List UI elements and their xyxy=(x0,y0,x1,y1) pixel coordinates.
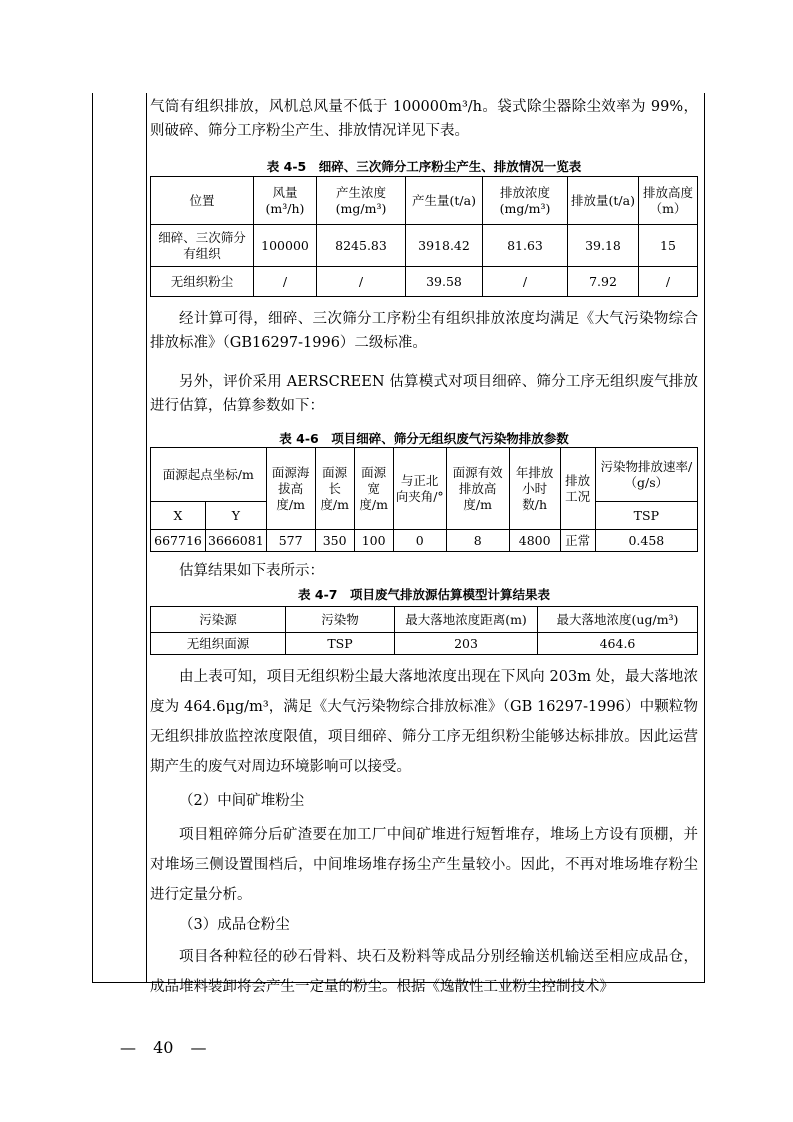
table-4-7 xyxy=(150,606,698,655)
header-cell: 排放浓度(mg/m³) xyxy=(483,177,568,225)
paragraph-7: 项目各种粒径的砂石骨料、块石及粉料等成品分别经输送机输送至相应成品仓，成品堆料装卸将会产生一定量的粉尘。根据《逸散性工业粉尘控制技术》 xyxy=(150,949,698,995)
table-row xyxy=(151,530,698,552)
header-cell: 排放高度（m） xyxy=(639,177,698,225)
table-4-7-caption: 表 4-7 项目废气排放源估算模型计算结果表 xyxy=(298,587,550,602)
table-cell: 0.458 xyxy=(595,530,697,552)
header-cell: 最大落地浓度(ug/m³) xyxy=(538,607,698,633)
table-cell: 464.6 xyxy=(538,633,698,655)
table-header-row xyxy=(151,177,698,225)
table-cell: 667716 xyxy=(151,530,206,552)
paragraph-1: 气筒有组织排放，风机总风量不低于 100000m³/h。袋式除尘器除尘效率为 99%，则破碎、筛分工序粉尘产生、排放情况详见下表。 xyxy=(150,99,698,139)
table-cell: 8245.83 xyxy=(317,225,406,267)
header-cell: 面源起点坐标/m xyxy=(151,448,267,502)
table-cell: 3666081 xyxy=(206,530,267,552)
footer-dash-left: — xyxy=(120,1038,136,1057)
table-cell: 无组织粉尘 xyxy=(151,267,254,297)
table-cell: 8 xyxy=(446,530,509,552)
header-cell: 与正北向夹角/° xyxy=(393,448,446,530)
table-cell: 203 xyxy=(395,633,538,655)
header-cell: 面源长度/m xyxy=(315,448,354,530)
header-cell: 最大落地浓度距离(m) xyxy=(395,607,538,633)
footer-dash-right: — xyxy=(190,1038,207,1057)
paragraph-4: 估算结果如下表所示： xyxy=(179,563,324,579)
table-cell: 39.18 xyxy=(568,225,639,267)
table-row xyxy=(151,633,698,655)
header-cell: 面源有效排放高度/m xyxy=(446,448,509,530)
header-cell: 污染源 xyxy=(151,607,286,633)
header-cell: 位置 xyxy=(151,177,254,225)
table-cell: 15 xyxy=(639,225,698,267)
header-cell: TSP xyxy=(595,502,697,530)
page-footer xyxy=(120,1038,207,1057)
table-cell: / xyxy=(483,267,568,297)
header-cell: 污染物排放速率/（g/s） xyxy=(595,448,697,502)
header-cell: 风量(m³/h) xyxy=(254,177,317,225)
table-cell: 4800 xyxy=(509,530,560,552)
section-heading-2: （2）中间矿堆粉尘 xyxy=(179,793,305,809)
table-cell: 100 xyxy=(354,530,393,552)
column-divider xyxy=(146,93,147,982)
table-header-row xyxy=(151,448,698,502)
header-cell: 产生浓度(mg/m³) xyxy=(317,177,406,225)
table-4-5 xyxy=(150,176,698,297)
paragraph-5: 由上表可知，项目无组织粉尘最大落地浓度出现在下风向 203m 处，最大落地浓度为 464.6μg/m³，满足《大气污染物综合排放标准》（GB 16297-1996）中颗粒物无组织排放监控浓度限值，项目细碎、筛分工序无组织粉尘能够达标排放。因此运营期产生的废气对周边环境影响可以接受。 xyxy=(150,669,698,775)
paragraph-6: 项目粗碎筛分后矿渣要在加工厂中间矿堆进行短暂堆存，堆场上方设有顶棚，并对堆场三侧设置围档后，中间堆场堆存扬尘产生量较小。因此，不再对堆场堆存粉尘进行定量分析。 xyxy=(150,827,698,903)
table-cell: / xyxy=(639,267,698,297)
header-cell: Y xyxy=(206,502,267,530)
paragraph-2: 经计算可得，细碎、三次筛分工序粉尘有组织排放浓度均满足《大气污染物综合排放标准》（GB16297-1996）二级标准。 xyxy=(150,311,698,351)
table-cell: 100000 xyxy=(254,225,317,267)
table-cell: 无组织面源 xyxy=(151,633,286,655)
table-cell: 0 xyxy=(393,530,446,552)
paragraph-3: 另外，评价采用 AERSCREEN 估算模式对项目细碎、筛分工序无组织废气排放进行估算，估算参数如下： xyxy=(150,374,698,414)
table-cell: 3918.42 xyxy=(406,225,483,267)
table-4-6 xyxy=(150,447,698,552)
header-cell: 排放量(t/a) xyxy=(568,177,639,225)
table-cell: TSP xyxy=(286,633,395,655)
page-number: 40 xyxy=(153,1038,174,1057)
header-cell: 排放工况 xyxy=(560,448,595,530)
table-cell: 39.58 xyxy=(406,267,483,297)
header-cell: 污染物 xyxy=(286,607,395,633)
header-cell: 面源海拔高度/m xyxy=(266,448,315,530)
header-cell: X xyxy=(151,502,206,530)
table-4-6-caption: 表 4-6 项目细碎、筛分无组织废气污染物排放参数 xyxy=(279,431,569,446)
table-cell: 7.92 xyxy=(568,267,639,297)
table-row xyxy=(151,267,698,297)
section-heading-3: （3）成品仓粉尘 xyxy=(179,917,290,933)
table-cell: 正常 xyxy=(560,530,595,552)
table-cell: / xyxy=(254,267,317,297)
table-cell: 577 xyxy=(266,530,315,552)
table-row xyxy=(151,225,698,267)
header-cell: 年排放小时数/h xyxy=(509,448,560,530)
table-cell: 350 xyxy=(315,530,354,552)
table-cell: 细碎、三次筛分有组织 xyxy=(151,225,254,267)
table-cell: / xyxy=(317,267,406,297)
table-cell: 81.63 xyxy=(483,225,568,267)
header-cell: 产生量(t/a) xyxy=(406,177,483,225)
table-4-5-caption: 表 4-5 细碎、三次筛分工序粉尘产生、排放情况一览表 xyxy=(266,159,582,174)
header-cell: 面源宽度/m xyxy=(354,448,393,530)
table-header-row xyxy=(151,607,698,633)
